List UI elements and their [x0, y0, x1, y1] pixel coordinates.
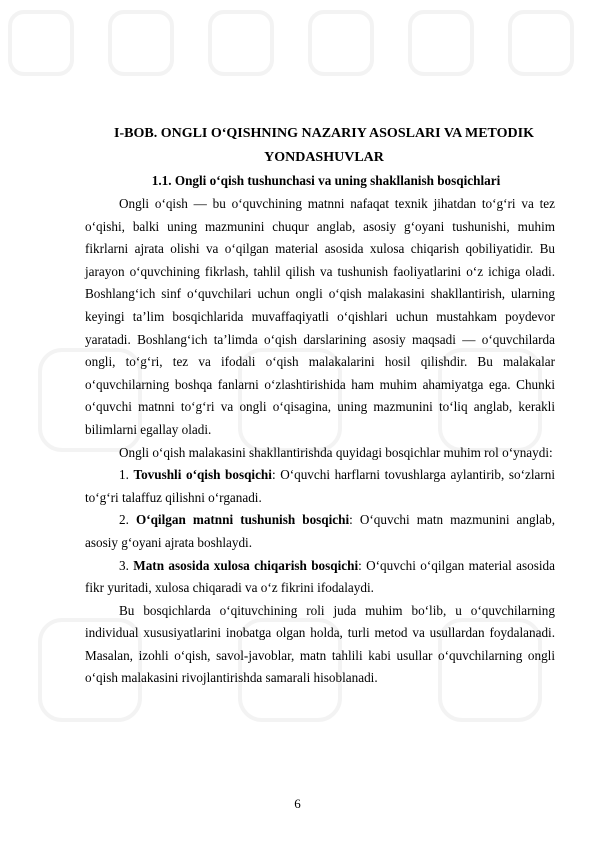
stage-item-3: [85, 555, 555, 600]
stage-term: O‘qilgan matnni tushunish bosqichi: [135, 512, 350, 528]
chapter-title-line-2: YONDASHUVLAR: [264, 150, 384, 165]
stage-description: : O‘quvchi o‘qilgan material asosida fikr yuritadi, xulosa chiqaradi va o‘z fikrini ifodalaydi.: [85, 557, 555, 596]
chapter-title: [85, 122, 555, 170]
paragraph-stages-intro: Ongli o‘qish malakasini shakllantirishda quyidagi bosqichlar muhim rol o‘ynaydi:: [119, 444, 553, 460]
stage-description: : O‘quvchi matn mazmunini anglab, asosiy g‘oyani ajrata boshlaydi.: [85, 512, 555, 550]
stage-number: 3.: [119, 557, 129, 573]
stage-term: Tovushli o‘qish bosqichi: [133, 467, 272, 483]
page-number: 6: [294, 796, 301, 811]
section-title: 1.1. Ongli o‘qish tushunchasi va uning shakllanish bosqichlari: [151, 173, 501, 188]
stage-item-1: [85, 464, 555, 509]
paragraph-definition: Ongli o‘qish — bu o‘quvchining matnni nafaqat texnik jihatdan to‘g‘ri va tez o‘qishi, balki uning mazmunini chuqur anglab, asosiy g‘oyani tushunishi, muhim fikrlarni ajrata olishi va o‘qilgan material asosida xulosa chiqarish qobiliyatidir. Bu jarayon o‘quvchining fikrlash, tahlil qilish va tushunish faoliyatlarini o‘z ichiga oladi. Boshlang‘ich sinf o‘quvchilari uchun ongli o‘qish malakasini shakllantirish, ularning keyingi ta’lim bosqichlarida muvaffaqiyatli o‘qishlari uchun mustahkam poydevor yaratadi. Boshlang‘ich ta’limda o‘qish darslarining asosiy maqsadi — o‘quvchilarda ongli, to‘g‘ri, tez va ifodali o‘qish malakalarini hosil qilishdir. Bu malakalar o‘quvchilarning boshqa fanlarni o‘zlashtirishida ham muhim ahamiyatga ega. Chunki o‘quvchi matnni to‘g‘ri va ongli o‘qisagina, uning mazmunini to‘liq anglab, kerakli bilimlarni egallay oladi.: [85, 196, 555, 437]
paragraph-teacher-role: Bu bosqichlarda o‘qituvchining roli juda muhim bo‘lib, u o‘quvchilarning individual xususiyatlarini inobatga olgan holda, turli metod va usullardan foydalanadi. Masalan, izohli o‘qish, savol-javoblar, matn tahlili kabi usullar o‘quvchilarning ongli o‘qish malakasini rivojlantirishda samarali hisoblanadi.: [85, 602, 555, 686]
stage-description: : O‘quvchi harflarni tovushlarga aylantirib, so‘zlarni to‘g‘ri talaffuz qilishni o‘rganadi.: [85, 467, 556, 505]
document-page: [85, 122, 555, 690]
stage-term: Matn asosida xulosa chiqarish bosqichi: [133, 557, 359, 573]
stage-number: 2.: [119, 512, 129, 528]
chapter-title-line-1: I-BOB. ONGLI O‘QISHNING NAZARIY ASOSLARI VA METODIK: [114, 126, 534, 141]
stage-number: 1.: [119, 467, 129, 483]
stage-item-2: [85, 509, 555, 554]
